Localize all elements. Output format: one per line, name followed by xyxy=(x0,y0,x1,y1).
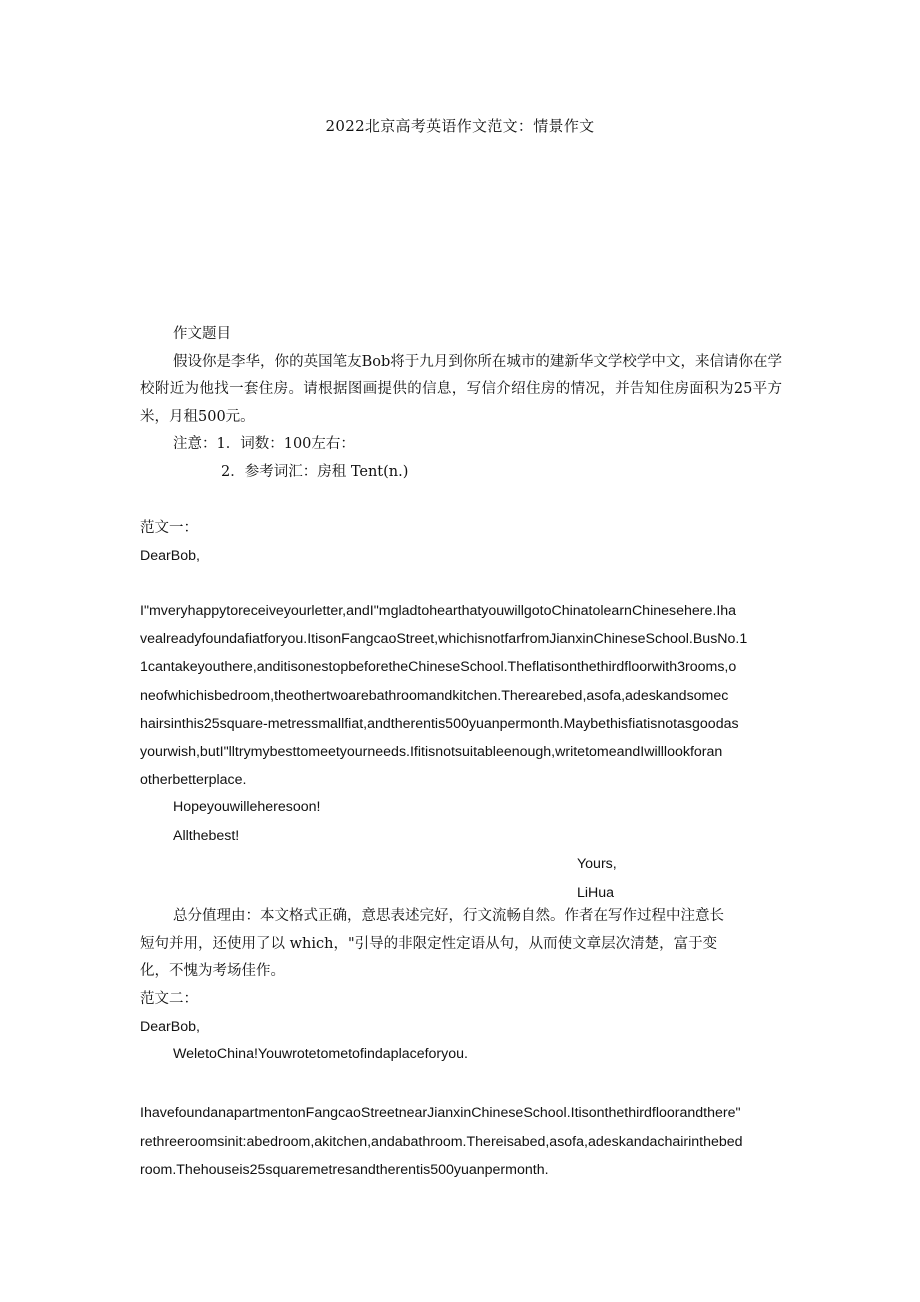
sample-one-line: 1cantakeyouthere,anditisonestopbeforetheChineseSchool.Theflatisonthethirdfloorwith3rooms,o xyxy=(140,659,737,676)
prompt-heading: 作文题目 xyxy=(173,326,231,342)
sample-one-comment-line: 短句并用，还使用了以 which，"引导的非限定性定语从句，从而使文章层次清楚，富于变 xyxy=(140,935,718,952)
sample-one-line: otherbetterplace. xyxy=(140,772,247,789)
sample-two-label: 范文二： xyxy=(140,991,198,1007)
sample-one-section xyxy=(140,515,782,570)
sample-two-line: room.Thehouseis25squaremetresandtherentis500yuanpermonth. xyxy=(140,1162,549,1178)
sample-one-label: 范文一： xyxy=(140,520,198,536)
sample-two-line: rethreeroomsinit:abedroom,akitchen,andabathroom.Thereisabed,asofa,adeskandachairinthebed xyxy=(140,1133,743,1150)
document-title: 2022北京高考英语作文范文：情景作文 xyxy=(325,117,595,135)
sample-one-closing-2: Allthebest! xyxy=(173,827,240,844)
sample-two-body xyxy=(140,1099,782,1185)
prompt-note-1: 注意：1．词数：100左右： xyxy=(173,436,355,452)
sample-one-line: vealreadyfoundafiatforyou.ItisonFangcaoStreet,whichisnotfarfromJianxinChineseSchool.BusNo.1 xyxy=(140,631,748,648)
sample-one-line: yourwish,butI"lltrymybesttomeetyourneeds.Ifitisnotsuitableenough,writetomeandIwilllookforan xyxy=(140,744,723,761)
sample-one-line: I"mveryhappytoreceiveyourletter,andI"mgladtohearthatyouwillgotoChinatolearnChinesehere.Iha xyxy=(140,603,737,619)
sample-one-line: hairsinthis25square-metressmallfiat,andtherentis500yuanpermonth.Maybethisfiatisnotasgoodas xyxy=(140,715,739,732)
sample-one-comment-line: 总分值理由：本文格式正确，意思表述完好，行文流畅自然。作者在写作过程中注意长 xyxy=(173,908,724,924)
sample-one-salutation: DearBob, xyxy=(140,547,200,564)
sample-two-section xyxy=(140,986,782,1069)
sample-one-sign-1: Yours, xyxy=(577,856,617,872)
sample-one-closing xyxy=(140,793,782,907)
sample-one-line: neofwhichisbedroom,theothertwoarebathroomandkitchen.Therearebed,asofa,adeskandsomec xyxy=(140,687,729,704)
sample-one-comment-line: 化，不愧为考场佳作。 xyxy=(140,963,285,979)
sample-two-line: IhavefoundanapartmentonFangcaoStreetnearJianxinChineseSchool.Itisonthethirdfloorandthere" xyxy=(140,1105,741,1121)
prompt-note-2: 2．参考词汇：房租 Tent(n.) xyxy=(221,463,409,480)
sample-one-body xyxy=(140,597,782,794)
sample-one-closing-1: Hopeyouwilleheresoon! xyxy=(173,799,321,815)
prompt-section xyxy=(140,321,782,486)
prompt-body: 假设你是李华，你的英国笔友Bob将于九月到你所在城市的建新华文学校学中文，来信请你在学校附近为他找一套住房。请根据图画提供的信息，写信介绍住房的情况，并告知住房面积为25平方米，月租500元。 xyxy=(140,353,782,425)
sample-two-salutation: DearBob, xyxy=(140,1018,200,1035)
sample-one-sign-2: LiHua xyxy=(577,884,615,901)
sample-two-opening: WeletoChina!Youwrotetometofindaplaceforyou. xyxy=(173,1046,468,1062)
sample-one-comment xyxy=(140,903,782,986)
